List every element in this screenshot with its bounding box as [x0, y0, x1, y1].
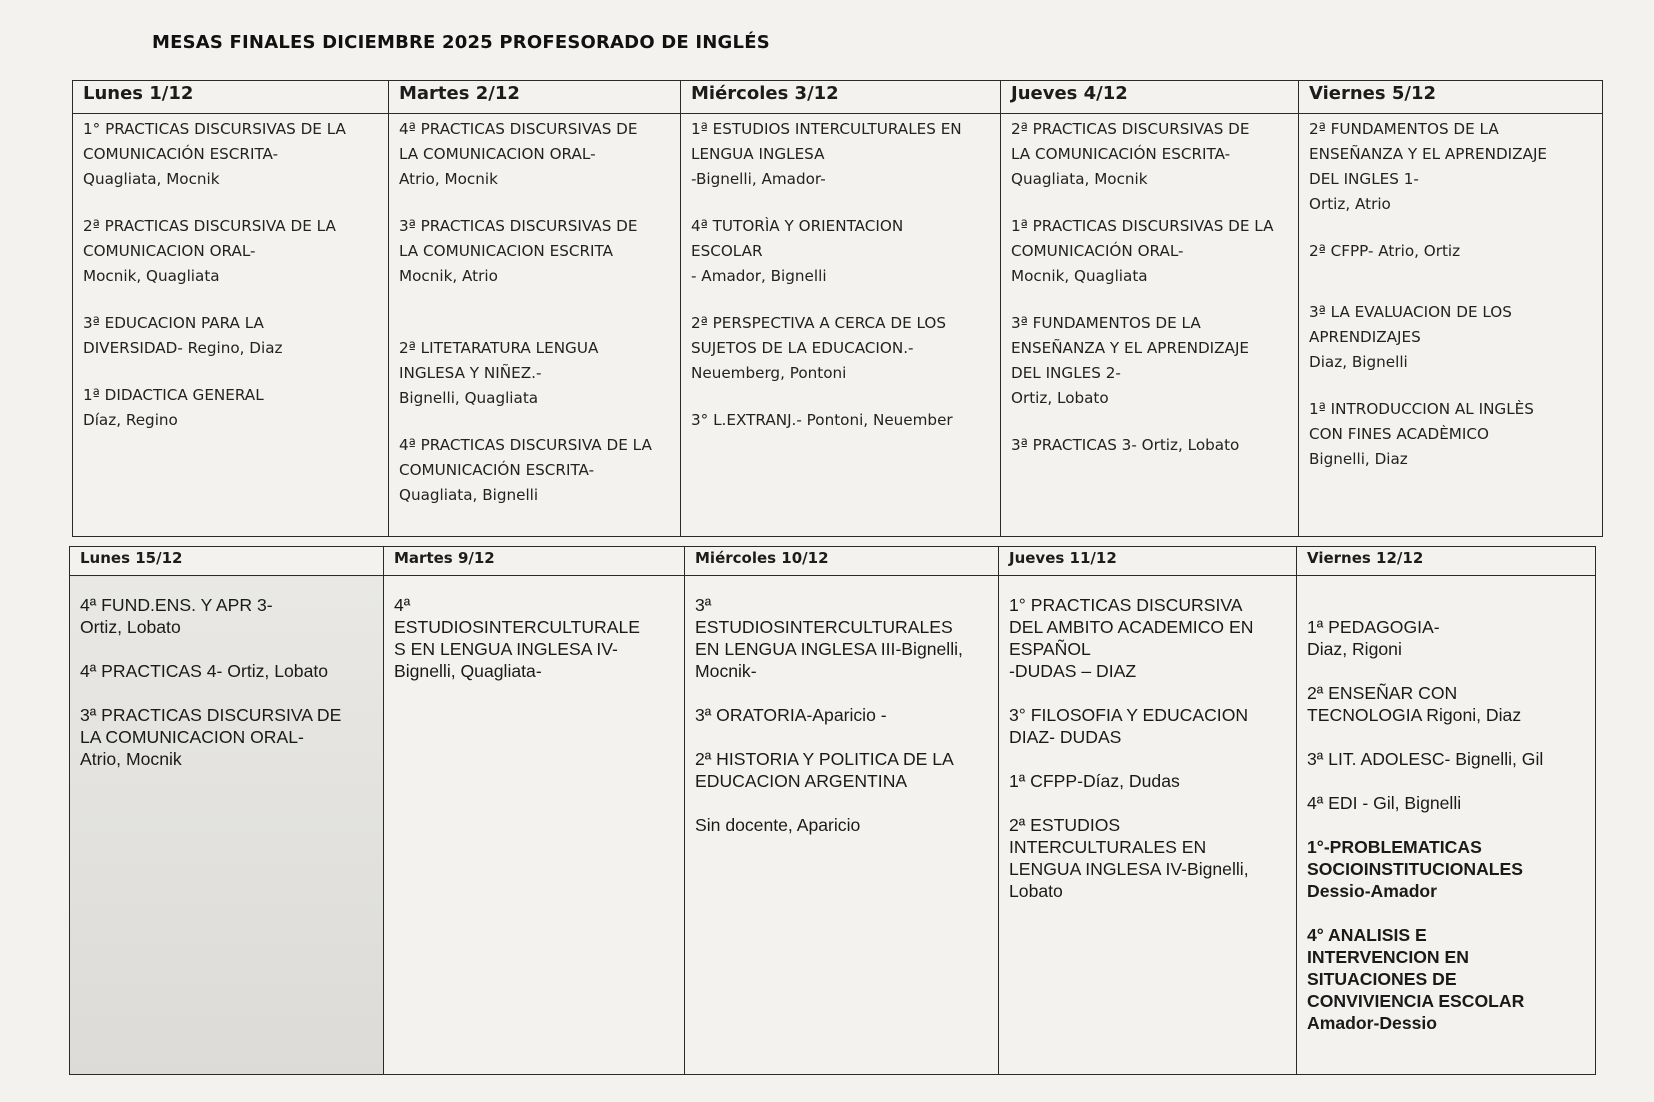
- schedule-header-row: [73, 81, 1603, 114]
- day-cell-tue-2: [389, 114, 681, 537]
- day-header-fri-12: Viernes 12/12: [1297, 547, 1596, 576]
- exam-entry: 3ª ORATORIA-Aparicio -: [695, 705, 887, 725]
- document-title: MESAS FINALES DICIEMBRE 2025 PROFESORADO DE INGLÉS: [152, 32, 770, 53]
- exam-entry: 3ª ESTUDIOSINTERCULTURALES EN LENGUA INGLESA III-Bignelli, Mocnik-: [695, 595, 963, 681]
- exam-entry: 2ª PRACTICAS DISCURSIVAS DE LA COMUNICACIÓN ESCRITA- Quagliata, Mocnik: [1011, 120, 1250, 188]
- exam-entry: 1ª PRACTICAS DISCURSIVAS DE LA COMUNICACIÓN ORAL- Mocnik, Quagliata: [1011, 217, 1274, 285]
- day-header-mon-15: Lunes 15/12: [70, 547, 384, 576]
- exam-entry: 1°-PROBLEMATICAS SOCIOINSTITUCIONALES Dessio-Amador: [1307, 837, 1524, 901]
- schedule-body-row: [70, 576, 1596, 1075]
- schedule-table-week1: [72, 80, 1603, 537]
- exam-entry: 2ª ENSEÑAR CON TECNOLOGIA Rigoni, Diaz: [1307, 683, 1522, 725]
- day-header-thu-11: Jueves 11/12: [999, 547, 1297, 576]
- day-cell-thu-4: [1001, 114, 1299, 537]
- schedule-body-row: [73, 114, 1603, 537]
- exam-entry: 4ª PRACTICAS DISCURSIVA DE LA COMUNICACIÓN ESCRITA- Quagliata, Bignelli: [399, 436, 652, 504]
- day-cell-tue-9: [384, 576, 685, 1075]
- exam-entry: 4ª ESTUDIOSINTERCULTURALE S EN LENGUA INGLESA IV- Bignelli, Quagliata-: [394, 595, 641, 681]
- exam-entry: 1° PRACTICAS DISCURSIVAS DE LA COMUNICACIÓN ESCRITA- Quagliata, Mocnik: [83, 120, 346, 188]
- day-header-tue-2: Martes 2/12: [389, 81, 681, 114]
- exam-entry: 2ª CFPP- Atrio, Ortiz: [1309, 242, 1461, 260]
- exam-entry: 3° L.EXTRANJ.- Pontoni, Neuember: [691, 411, 953, 429]
- day-cell-mon-15: [70, 576, 384, 1075]
- exam-entry: 2ª HISTORIA Y POLITICA DE LA EDUCACION ARGENTINA: [695, 749, 954, 791]
- exam-entry: 1ª CFPP-Díaz, Dudas: [1009, 771, 1180, 791]
- exam-entry: 3ª EDUCACION PARA LA DIVERSIDAD- Regino, Diaz: [83, 314, 283, 357]
- day-cell-thu-11: [999, 576, 1297, 1075]
- exam-entry: 2ª ESTUDIOS INTERCULTURALES EN LENGUA INGLESA IV-Bignelli, Lobato: [1009, 815, 1249, 901]
- exam-entry: 4ª PRACTICAS 4- Ortiz, Lobato: [80, 661, 329, 681]
- day-header-fri-5: Viernes 5/12: [1299, 81, 1603, 114]
- exam-entry: 2ª PRACTICAS DISCURSIVA DE LA COMUNICACION ORAL- Mocnik, Quagliata: [83, 217, 336, 285]
- day-cell-fri-12: [1297, 576, 1596, 1075]
- exam-entry: 4ª FUND.ENS. Y APR 3- Ortiz, Lobato: [80, 595, 273, 637]
- exam-entry: 4° ANALISIS E INTERVENCION EN SITUACIONES DE CONVIVIENCIA ESCOLAR Amador-Dessio: [1307, 925, 1525, 1033]
- schedule-header-row: [70, 547, 1596, 576]
- exam-entry: 3ª FUNDAMENTOS DE LA ENSEÑANZA Y EL APRENDIZAJE DEL INGLES 2- Ortiz, Lobato: [1011, 314, 1250, 407]
- day-header-wed-3: Miércoles 3/12: [681, 81, 1001, 114]
- schedule-table-week2: [69, 546, 1596, 1075]
- day-cell-fri-5: [1299, 114, 1603, 537]
- exam-entry: 2ª FUNDAMENTOS DE LA ENSEÑANZA Y EL APRENDIZAJE DEL INGLES 1- Ortiz, Atrio: [1309, 120, 1548, 213]
- exam-entry: 4ª PRACTICAS DISCURSIVAS DE LA COMUNICACION ORAL- Atrio, Mocnik: [399, 120, 638, 188]
- exam-entry: 3ª PRACTICAS DISCURSIVAS DE LA COMUNICACION ESCRITA Mocnik, Atrio: [399, 217, 638, 285]
- exam-entry: 3° FILOSOFIA Y EDUCACION DIAZ- DUDAS: [1009, 705, 1249, 747]
- exam-entry: 2ª PERSPECTIVA A CERCA DE LOS SUJETOS DE LA EDUCACION.- Neuemberg, Pontoni: [691, 314, 947, 382]
- day-cell-mon-1: [73, 114, 389, 537]
- day-cell-wed-3: [681, 114, 1001, 537]
- day-header-wed-10: Miércoles 10/12: [685, 547, 999, 576]
- exam-entry: 1ª INTRODUCCION AL INGLÈS CON FINES ACADÈMICO Bignelli, Diaz: [1309, 400, 1534, 468]
- exam-entry: 1ª DIDACTICA GENERAL Díaz, Regino: [83, 386, 264, 429]
- day-header-tue-9: Martes 9/12: [384, 547, 685, 576]
- exam-entry: 3ª LA EVALUACION DE LOS APRENDIZAJES Diaz, Bignelli: [1309, 303, 1512, 371]
- exam-entry: 2ª LITETARATURA LENGUA INGLESA Y NIÑEZ.- Bignelli, Quagliata: [399, 339, 599, 407]
- exam-entry: 3ª PRACTICAS DISCURSIVA DE LA COMUNICACION ORAL- Atrio, Mocnik: [80, 705, 342, 769]
- exam-entry: 4ª TUTORÌA Y ORIENTACION ESCOLAR - Amador, Bignelli: [691, 217, 904, 285]
- day-header-mon-1: Lunes 1/12: [73, 81, 389, 114]
- day-header-thu-4: Jueves 4/12: [1001, 81, 1299, 114]
- day-cell-wed-10: [685, 576, 999, 1075]
- exam-entry: 3ª LIT. ADOLESC- Bignelli, Gil: [1307, 749, 1544, 769]
- exam-entry: 1° PRACTICAS DISCURSIVA DEL AMBITO ACADEMICO EN ESPAÑOL -DUDAS – DIAZ: [1009, 595, 1254, 681]
- exam-entry: 4ª EDI - Gil, Bignelli: [1307, 793, 1462, 813]
- exam-entry: Sin docente, Aparicio: [695, 815, 861, 835]
- exam-entry: 1ª PEDAGOGIA- Diaz, Rigoni: [1307, 617, 1440, 659]
- exam-entry: 1ª ESTUDIOS INTERCULTURALES EN LENGUA INGLESA -Bignelli, Amador-: [691, 120, 962, 188]
- exam-entry: 3ª PRACTICAS 3- Ortiz, Lobato: [1011, 436, 1240, 454]
